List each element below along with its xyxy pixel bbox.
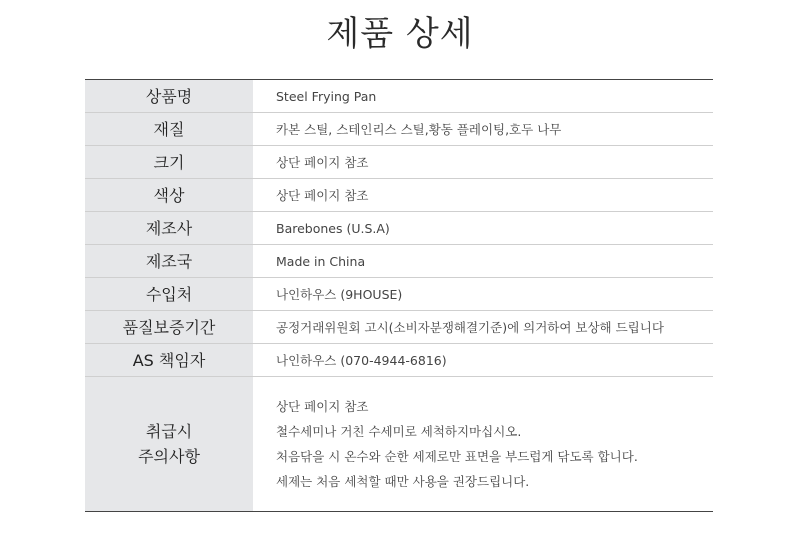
- care-instruction-line: 철수세미나 거친 수세미로 세척하지마십시오.: [276, 424, 522, 439]
- spec-row-country: [85, 245, 713, 278]
- spec-label: 제조사: [85, 212, 253, 245]
- spec-label: 제조국: [85, 245, 253, 278]
- spec-value: 나인하우스 (070-4944-6816): [253, 344, 713, 377]
- spec-row-warranty: [85, 311, 713, 344]
- spec-label: 수입처: [85, 278, 253, 311]
- spec-value: Made in China: [253, 245, 713, 278]
- spec-label: 크기: [85, 146, 253, 179]
- spec-row-care-instructions: [85, 377, 713, 512]
- spec-value: 나인하우스 (9HOUSE): [253, 278, 713, 311]
- care-instruction-line: 처음닦을 시 온수와 순한 세제로만 표면을 부드럽게 닦도록 합니다.: [276, 449, 638, 464]
- spec-row-color: [85, 179, 713, 212]
- spec-label: 색상: [85, 179, 253, 212]
- spec-row-size: [85, 146, 713, 179]
- spec-label: 상품명: [85, 80, 253, 113]
- spec-value: 카본 스틸, 스테인리스 스틸,황동 플레이팅,호두 나무: [253, 113, 713, 146]
- spec-row-as-contact: [85, 344, 713, 377]
- spec-row-material: [85, 113, 713, 146]
- care-label-line: 취급시: [145, 422, 193, 441]
- care-label: [85, 377, 253, 512]
- spec-row-importer: [85, 278, 713, 311]
- spec-value: Steel Frying Pan: [253, 80, 713, 113]
- care-label-line: 주의사항: [138, 447, 200, 466]
- spec-value: Barebones (U.S.A): [253, 212, 713, 245]
- spec-row-manufacturer: [85, 212, 713, 245]
- care-value: [253, 377, 713, 512]
- product-spec-table: [85, 79, 713, 512]
- spec-value: 상단 페이지 참조: [253, 179, 713, 212]
- spec-value: 상단 페이지 참조: [253, 146, 713, 179]
- spec-label: 재질: [85, 113, 253, 146]
- care-instruction-line: 세제는 처음 세척할 때만 사용을 권장드립니다.: [276, 474, 530, 489]
- spec-value: 공정거래위원회 고시(소비자분쟁해결기준)에 의거하여 보상해 드립니다: [253, 311, 713, 344]
- spec-label: AS 책임자: [85, 344, 253, 377]
- page-title: 제품 상세: [326, 14, 474, 54]
- spec-label: 품질보증기간: [85, 311, 253, 344]
- care-instruction-line: 상단 페이지 참조: [276, 399, 369, 414]
- spec-row-product-name: [85, 80, 713, 113]
